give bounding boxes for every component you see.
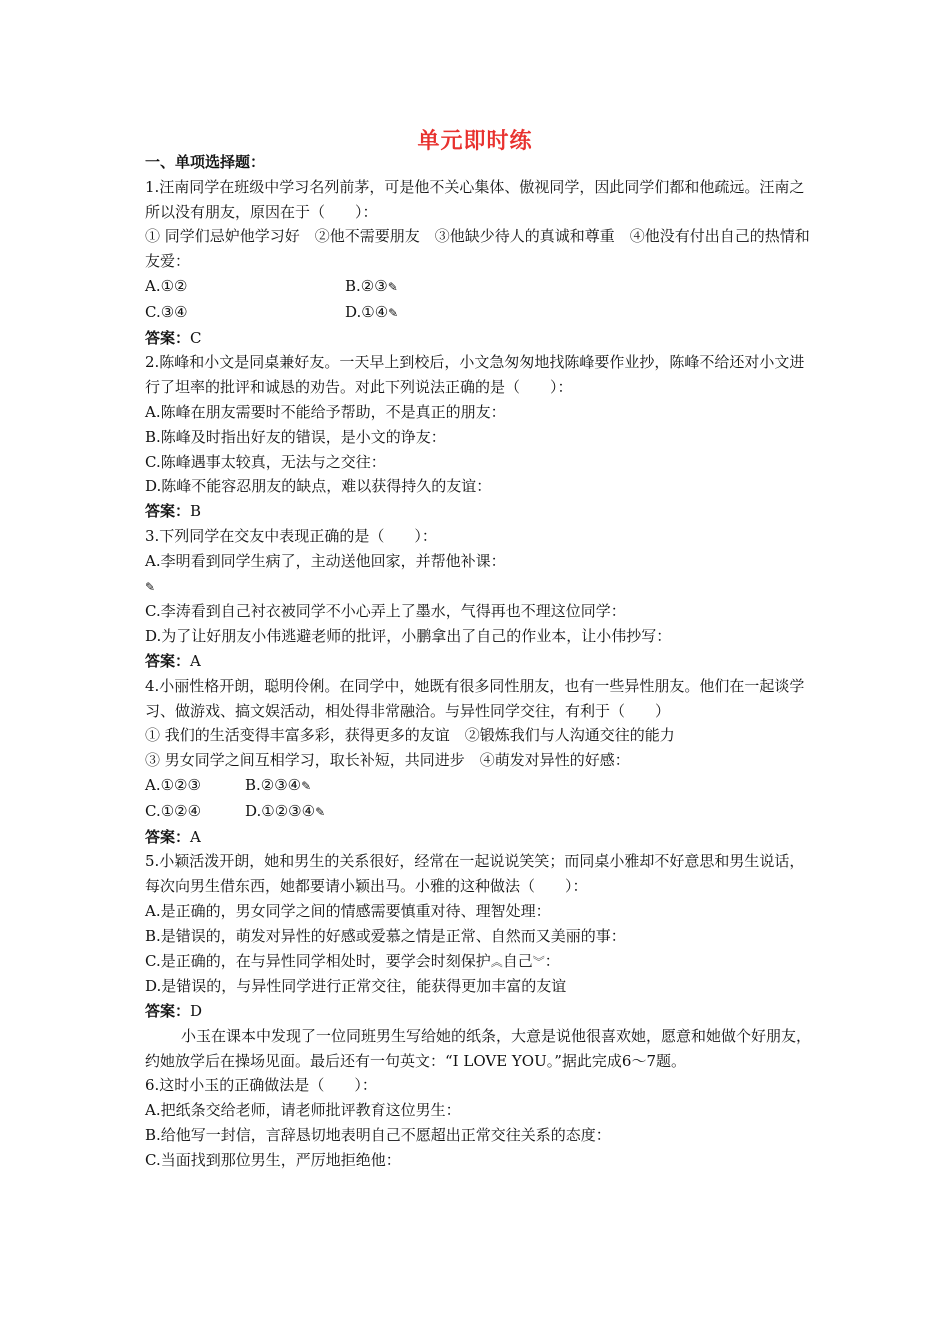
option-c: C.①②④ [145, 801, 202, 820]
option-d: D.①②③④✎ [245, 801, 326, 820]
option-b: B.给他写一封信，言辞恳切地表明自己不愿超出正常交往关系的态度： [145, 1126, 611, 1145]
mark-glyph-icon: ✎ [301, 778, 312, 793]
question-5-stem: 5.小颖活泼开朗，她和男生的关系很好，经常在一起说说笑笑；而同桌小雅却不好意思和男生说话，每次向男生借东西，她都要请小颖出马。小雅的这种做法（ ）： [145, 852, 805, 896]
option-b: B.②③✎ [345, 276, 398, 295]
question-2-answer: 答案：B [145, 502, 202, 521]
option-c: C.当面找到那位男生，严厉地拒绝他： [145, 1150, 401, 1169]
option-c: C.李涛看到自己衬衣被同学不小心弄上了墨水，气得再也不理这位同学： [145, 602, 626, 621]
mark-glyph-icon: ✎ [145, 579, 156, 594]
option-c: C.③④ [145, 302, 188, 321]
option-c: C.陈峰遇事太较真，无法与之交往： [145, 452, 386, 471]
mark-glyph-icon: ✎ [315, 804, 326, 819]
mark-glyph-icon: ︾ [532, 954, 545, 969]
option-a: A.李明看到同学生病了，主动送他回家，并帮他补课： [145, 551, 506, 570]
option-a: A.陈峰在朋友需要时不能给予帮助，不是真正的朋友： [145, 402, 506, 421]
option-b: B.②③④✎ [245, 775, 312, 794]
mark-glyph-icon: ✎ [387, 279, 398, 294]
question-3-answer: 答案：A [145, 651, 201, 670]
question-1-items: ① 同学们忌妒他学习好 ②他不需要朋友 ③他缺少待人的真诚和尊重 ④他没有付出自己的热情和友爱： [145, 227, 810, 271]
question-4-stem: 4.小丽性格开朗，聪明伶俐。在同学中，她既有很多同性朋友，也有一些异性朋友。他们在一起谈学习、做游戏、搞文娱活动，相处得非常融洽。与异性同学交往，有利于（ ） [145, 676, 805, 720]
reading-passage: 小玉在课本中发现了一位同班男生写给她的纸条，大意是说他很喜欢她，愿意和她做个好朋友，约她放学后在操场见面。最后还有一句英文：“I LOVE YOU。”据此完成6～7题。 [145, 1026, 812, 1070]
option-a: A.是正确的，男女同学之间的情感需要慎重对待、理智处理： [145, 901, 551, 920]
mark-line [145, 574, 815, 600]
option-a: A.把纸条交给老师，请老师批评教育这位男生： [145, 1101, 461, 1120]
mark-glyph-icon: ︽ [490, 954, 503, 969]
option-b: B.陈峰及时指出好友的错误，是小文的诤友： [145, 427, 446, 446]
question-5-answer: 答案：D [145, 1002, 203, 1021]
question-4-items-1: ① 我们的生活变得丰富多彩，获得更多的友谊 ②锻炼我们与人沟通交往的能力 [145, 726, 675, 745]
question-4-options-row-2 [145, 799, 815, 825]
question-2-stem: 2.陈峰和小文是同桌兼好友。一天早上到校后，小文急匆匆地找陈峰要作业抄，陈峰不给还对小文进行了坦率的批评和诚恳的劝告。对此下列说法正确的是（ ）： [145, 353, 805, 397]
option-a: A.①②③ [145, 775, 201, 794]
question-4-options-row-1 [145, 773, 815, 799]
section-heading: 一、单项选择题： [145, 153, 266, 171]
question-4-answer: 答案：A [145, 827, 201, 846]
question-1-answer: 答案：C [145, 328, 202, 347]
page-title: 单元即时练 [417, 129, 533, 154]
question-4-items-2: ③ 男女同学之间互相学习，取长补短，共同进步 ④萌发对异性的好感： [145, 751, 630, 770]
option-d: D.是错误的，与异性同学进行正常交往，能获得更加丰富的友谊 [145, 977, 567, 996]
option-d: D.①④✎ [345, 302, 399, 321]
option-d: D.为了让好朋友小伟逃避老师的批评，小鹏拿出了自己的作业本，让小伟抄写： [145, 627, 672, 646]
question-1-stem: 1.汪南同学在班级中学习名列前茅，可是他不关心集体、傲视同学，因此同学们都和他疏远。汪南之所以没有朋友，原因在于（ ）： [145, 177, 805, 221]
question-6-stem: 6.这时小玉的正确做法是（ ）： [145, 1076, 377, 1095]
option-c: C.是正确的，在与异性同学相处时，要学会时刻保护︽自己︾： [145, 951, 560, 970]
option-b: B.是错误的，萌发对异性的好感或爱慕之情是正常、自然而又美丽的事： [145, 926, 626, 945]
question-1-options-row-1 [145, 274, 815, 300]
option-d: D.陈峰不能容忍朋友的缺点，难以获得持久的友谊： [145, 477, 492, 496]
document-body [145, 150, 815, 1173]
mark-glyph-icon: ✎ [388, 305, 399, 320]
question-1-options-row-2 [145, 300, 815, 326]
question-3-stem: 3.下列同学在交友中表现正确的是（ ）： [145, 526, 437, 545]
option-a: A.①② [145, 276, 188, 295]
